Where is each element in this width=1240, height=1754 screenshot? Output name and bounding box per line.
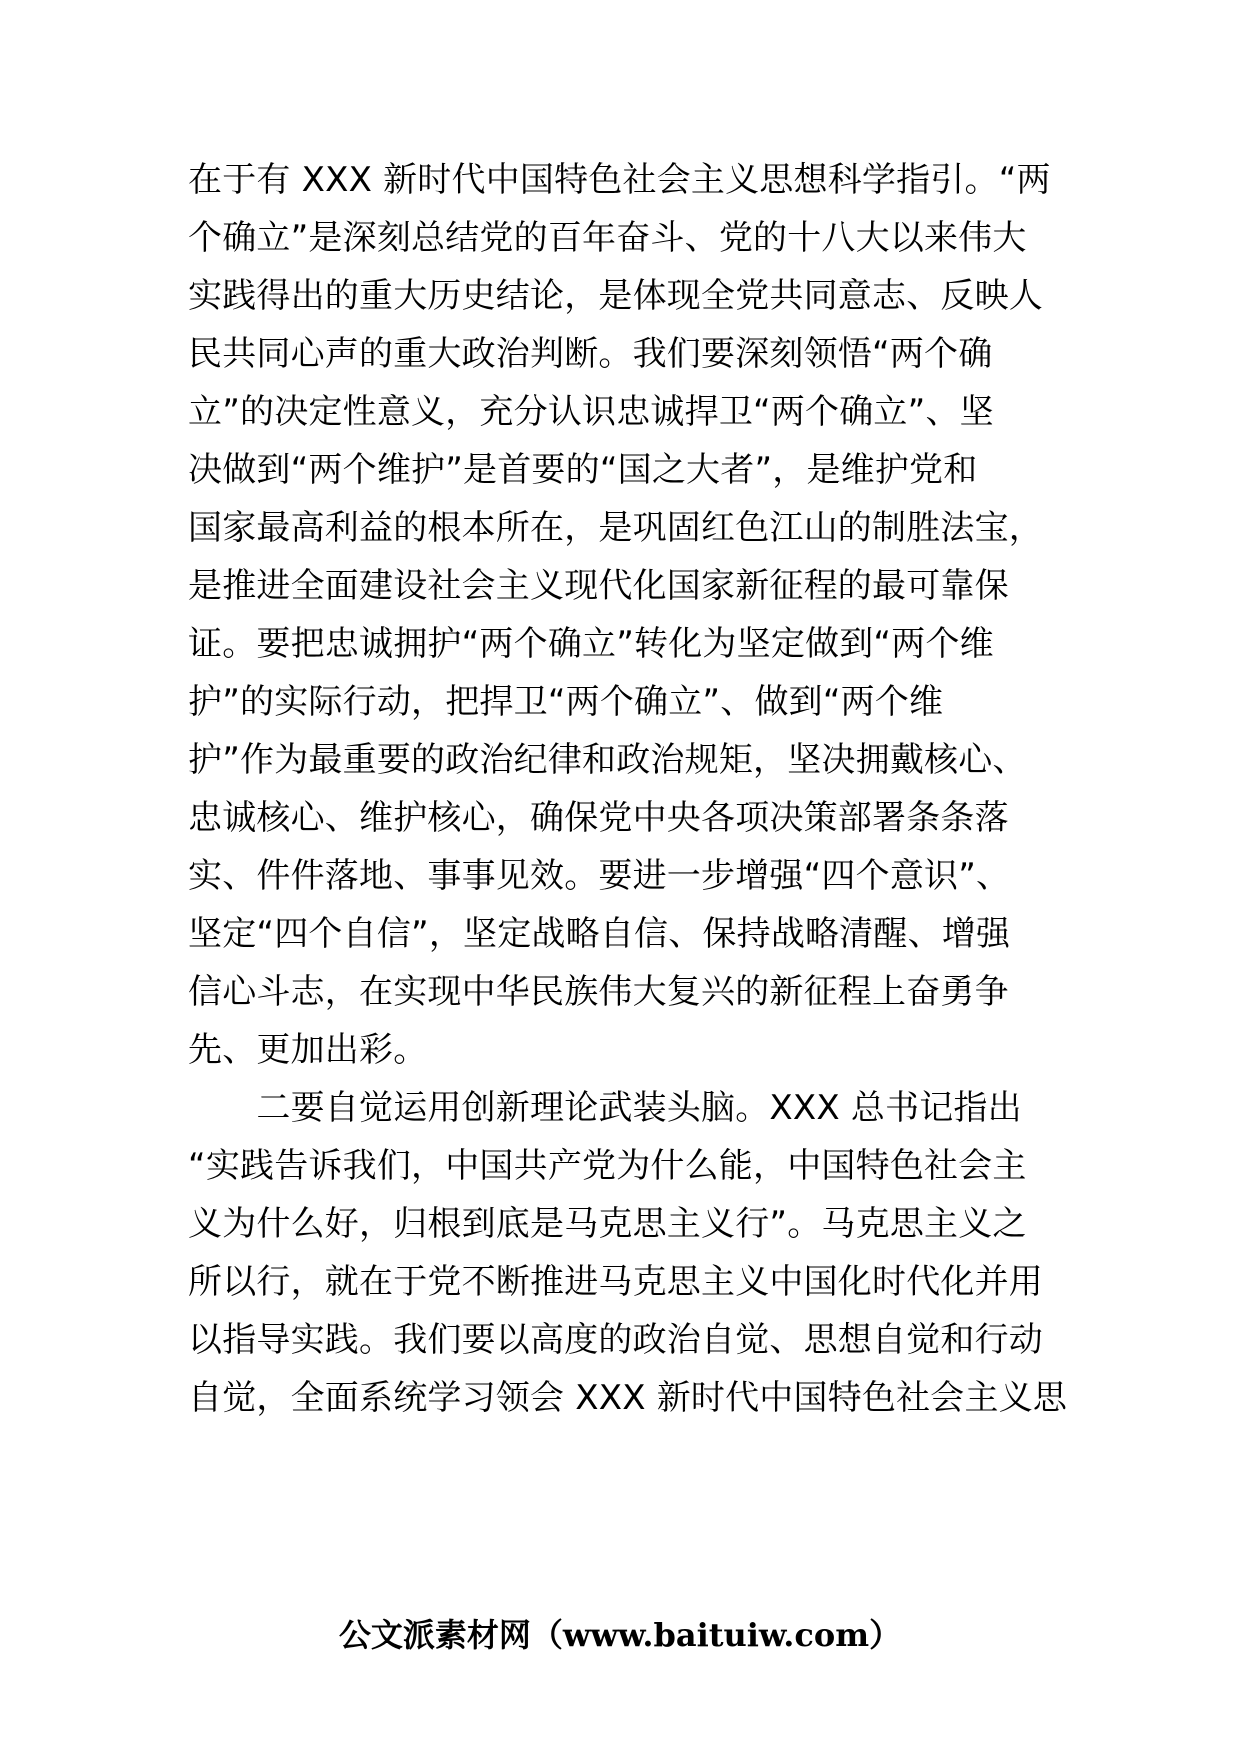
text-line: 证。要把忠诚拥护“两个确立”转化为坚定做到“两个维: [188, 624, 994, 664]
text-line: 实践得出的重大历史结论，是体现全党共同意志、反映人: [188, 276, 1043, 316]
text-line: 实、件件落地、事事见效。要进一步增强“四个意识”、: [188, 856, 1011, 896]
text-line: 自觉，全面系统学习领会 XXX 新时代中国特色社会主义思: [188, 1378, 1068, 1418]
text-line: 所以行，就在于党不断推进马克思主义中国化时代化并用: [188, 1262, 1043, 1302]
text-line: 国家最高利益的根本所在，是巩固红色江山的制胜法宝，: [188, 508, 1043, 548]
text-line: 信心斗志，在实现中华民族伟大复兴的新征程上奋勇争: [188, 972, 1009, 1012]
text-line: 民共同心声的重大政治判断。我们要深刻领悟“两个确: [188, 334, 993, 374]
text-line: 先、更加出彩。: [188, 1030, 428, 1070]
text-line: 个确立”是深刻总结党的百年奋斗、党的十八大以来伟大: [188, 218, 1027, 258]
footer-source-text: 公文派素材网（www.baituiw.com）: [338, 1616, 902, 1654]
text-line: 决做到“两个维护”是首要的“国之大者”，是维护党和: [188, 450, 978, 490]
text-line: 立”的决定性意义，充分认识忠诚捍卫“两个确立”、坚: [188, 392, 994, 432]
text-line: 护”的实际行动，把捍卫“两个确立”、做到“两个维: [188, 682, 944, 722]
text-line: 护”作为最重要的政治纪律和政治规矩，坚决拥戴核心、: [188, 740, 1027, 780]
text-line: “实践告诉我们，中国共产党为什么能，中国特色社会主: [188, 1146, 1027, 1186]
paragraph-start-line: 二要自觉运用创新理论武装头脑。XXX 总书记指出: [188, 1088, 1022, 1128]
text-line: 以指导实践。我们要以高度的政治自觉、思想自觉和行动: [188, 1320, 1043, 1360]
text-line: 在于有 XXX 新时代中国特色社会主义思想科学指引。“两: [188, 160, 1051, 200]
text-line: 忠诚核心、维护核心，确保党中央各项决策部署条条落: [188, 798, 1009, 838]
text-line: 义为什么好，归根到底是马克思主义行”。马克思主义之: [188, 1204, 1027, 1244]
text-line: 是推进全面建设社会主义现代化国家新征程的最可靠保: [188, 566, 1009, 606]
text-line: 坚定“四个自信”，坚定战略自信、保持战略清醒、增强: [188, 914, 1011, 954]
